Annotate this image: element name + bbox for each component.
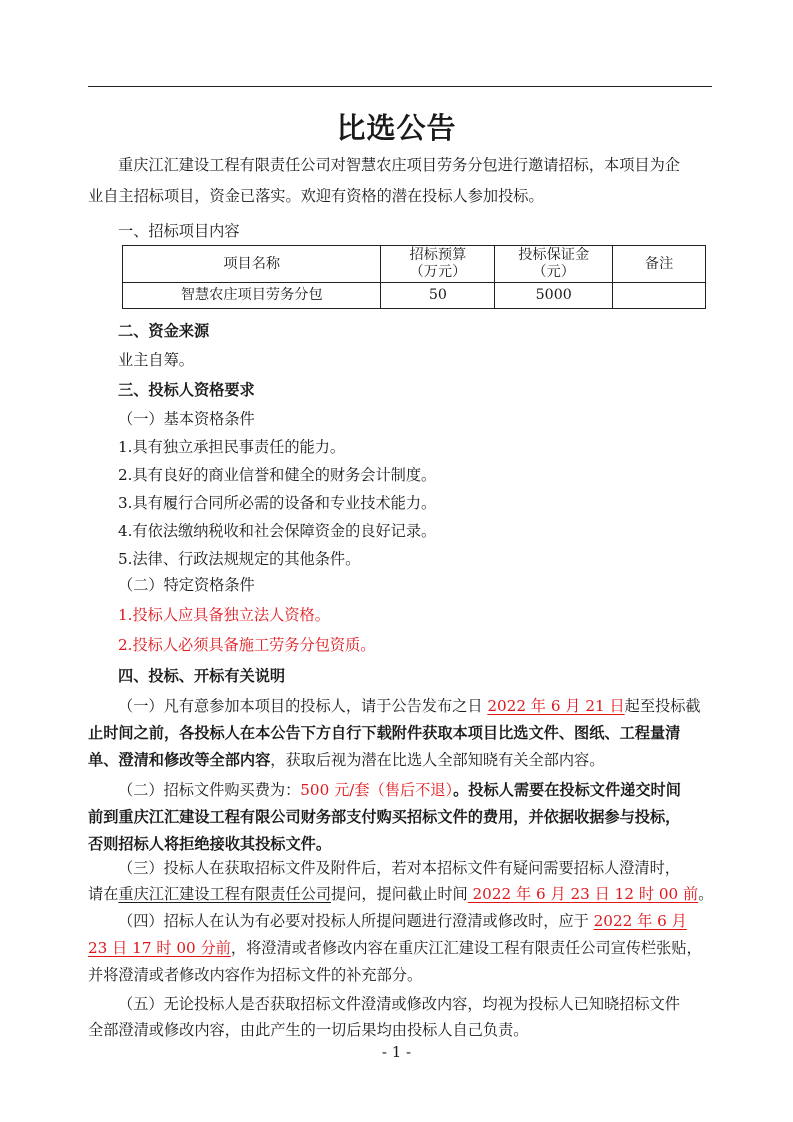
p1-date: 2022 年 6 月 21 日 xyxy=(487,697,625,715)
cell-deposit: 5000 xyxy=(495,283,613,309)
header-project-name: 项目名称 xyxy=(123,246,381,283)
p5-line-1: （五）无论投标人是否获取招标文件澄清或修改内容，均视为投标人已知晓招标文件 xyxy=(118,995,680,1013)
p1-line3-bold: 单、澄清和修改等全部内容 xyxy=(88,751,271,769)
table-header-row xyxy=(123,246,706,283)
basic-item-4: 4.有依法缴纳税收和社会保障资金的良好记录。 xyxy=(118,522,437,540)
p1-text-b: 起至投标截 xyxy=(624,697,701,715)
p2-text-a: （二）招标文件购买费为： xyxy=(118,781,301,799)
p2-line-2: 前到重庆江汇建设工程有限公司财务部支付购买招标文件的费用，并依据收据参与投标， xyxy=(88,808,681,826)
p4-date-part1: 2022 年 6 月 xyxy=(593,912,687,930)
section4-heading: 四、投标、开标有关说明 xyxy=(118,667,286,685)
p1-line-1 xyxy=(118,695,714,716)
header-budget xyxy=(381,246,495,283)
p4-text-b: ，将澄清或者修改内容在重庆江汇建设工程有限责任公司宣传栏张贴， xyxy=(230,939,702,957)
p3-company: 重庆江汇建设工程有限责任公司 xyxy=(118,885,331,903)
table-row xyxy=(123,283,706,309)
section2-heading: 二、资金来源 xyxy=(118,322,210,340)
header-budget-line1: 招标预算 xyxy=(409,247,467,263)
basic-item-5: 5.法律、行政法规规定的其他条件。 xyxy=(118,550,361,568)
cell-project-name: 智慧农庄项目劳务分包 xyxy=(123,283,381,309)
basic-item-1: 1.具有独立承担民事责任的能力。 xyxy=(118,438,346,456)
p2-line-1 xyxy=(118,779,714,800)
cell-budget: 50 xyxy=(381,283,495,309)
section1-heading: 一、招标项目内容 xyxy=(118,222,240,240)
p4-line-1 xyxy=(118,910,714,931)
page-number: - 1 - xyxy=(381,1043,412,1061)
special-item-1: 1.投标人应具备独立法人资格。 xyxy=(118,606,330,624)
header-budget-line2: （万元） xyxy=(409,264,467,280)
special-item-2: 2.投标人必须具备施工劳务分包资质。 xyxy=(118,636,376,654)
basic-item-2: 2.具有良好的商业信誉和健全的财务会计制度。 xyxy=(118,466,437,484)
p3-line-2 xyxy=(88,883,714,904)
p3-text-a: 请在 xyxy=(88,885,119,903)
header-deposit xyxy=(495,246,613,283)
bid-table xyxy=(122,245,706,309)
page-title: 比选公告 xyxy=(336,111,457,145)
header-deposit-line2: （元） xyxy=(532,264,575,280)
basic-item-3: 3.具有履行合同所必需的设备和专业技术能力。 xyxy=(118,494,437,512)
p3-text-c: 。 xyxy=(698,885,714,903)
p4-text-a: （四）招标人在认为有必要对投标人所提问题进行澄清或修改时，应于 xyxy=(118,912,594,930)
p1-line-3 xyxy=(88,749,714,770)
special-qualification-heading: （二）特定资格条件 xyxy=(118,576,255,594)
p4-line-2 xyxy=(88,937,714,958)
cell-remark xyxy=(613,283,706,309)
p3-line-1: （三）投标人在获取招标文件及附件后，若对本招标文件有疑问需要招标人澄清时， xyxy=(118,859,680,877)
p1-line-2: 止时间之前，各投标人在本公告下方自行下载附件获取本项目比选文件、图纸、工程量清 xyxy=(88,724,681,742)
p2-text-b: 。投标人需要在投标文件递交时间 xyxy=(453,781,681,799)
header-remark: 备注 xyxy=(613,246,706,283)
intro-line-1: 重庆江汇建设工程有限责任公司对智慧农庄项目劳务分包进行邀请招标，本项目为企 xyxy=(118,156,680,174)
header-deposit-line1: 投标保证金 xyxy=(518,247,590,263)
p1-text-a: （一）凡有意参加本项目的投标人，请于公告发布之日 xyxy=(118,697,488,715)
intro-line-2: 业自主招标项目，资金已落实。欢迎有资格的潜在投标人参加投标。 xyxy=(88,187,544,205)
p3-deadline: 2022 年 6 月 23 日 12 时 00 前 xyxy=(467,885,699,903)
p2-line-3: 否则招标人将拒绝接收其投标文件。 xyxy=(88,835,331,853)
p4-date-part2: 23 日 17 时 00 分前 xyxy=(88,939,231,957)
p5-line-2: 全部澄清或修改内容，由此产生的一切后果均由投标人自己负责。 xyxy=(88,1021,529,1039)
section3-heading: 三、投标人资格要求 xyxy=(118,381,255,399)
p3-text-b: 提问，提问截止时间 xyxy=(331,885,468,903)
basic-qualification-heading: （一）基本资格条件 xyxy=(118,410,255,428)
p2-price: 500 元/套（售后不退） xyxy=(300,781,454,799)
p4-line-3: 并将澄清或者修改内容作为招标文件的补充部分。 xyxy=(88,966,423,984)
p1-line3-rest: ，获取后视为潜在比选人全部知晓有关全部内容。 xyxy=(270,751,605,769)
section2-text: 业主自筹。 xyxy=(118,351,194,369)
header-rule xyxy=(88,86,712,87)
